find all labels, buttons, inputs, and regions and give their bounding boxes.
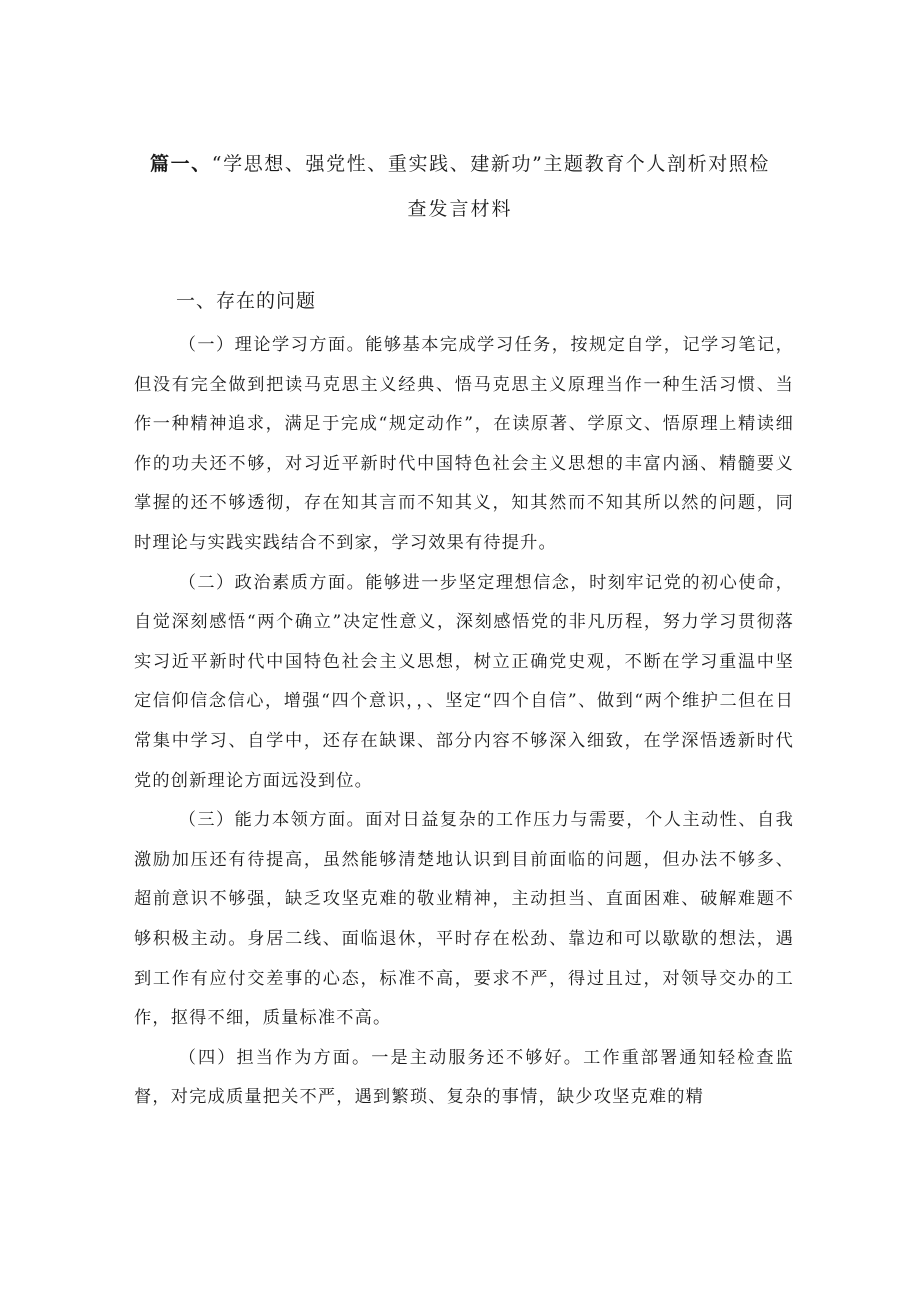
title-text: “学思想、强党性、重实践、建新功”主题教育个人剖析对照检	[211, 153, 771, 175]
paragraph-ability: （三）能力本领方面。面对日益复杂的工作压力与需要，个人主动性、自我激励加压还有待提高，虽然能够清楚地认识到目前面临的问题，但办法不够多、超前意识不够强，缺乏攻坚克难的敬业精神，主动担当、直面困难、破解难题不够积极主动。身居二线、面临退休，平时存在松劲、靠边和可以歇歇的想法，遇到工作有应付交差事的心态，标准不高，要求不严，得过且过，对领导交办的工作，抠得不细，质量标准不高。	[134, 810, 794, 1029]
paragraph-theory-study: （一）理论学习方面。能够基本完成学习任务，按规定自学，记学习笔记，但没有完全做到把读马克思主义经典、悟马克思主义原理当作一种生活习惯、当作一种精神追求，满足于完成“规定动作”，在读原著、学原文、悟原理上精读细作的功夫还不够，对习近平新时代中国特色社会主义思想的丰富内涵、精髓要义掌握的还不够透彻，存在知其言而不知其义，知其然而不知其所以然的问题，同时理论与实践实践结合不到家，学习效果有待提升。	[134, 335, 794, 553]
section-heading: 一、存在的问题	[176, 290, 317, 312]
document-title-line-2: 查发言材料	[407, 198, 513, 220]
paragraph-political-quality: （二）政治素质方面。能够进一步坚定理想信念，时刻牢记党的初心使命，自觉深刻感悟“两个确立”决定性意义，深刻感悟党的非凡历程，努力学习贯彻落实习近平新时代中国特色社会主义思想，树立正确党史观，不断在学习重温中坚定信仰信念信心，增强“四个意识，，、坚定“四个自信”、做到“两个维护二但在日常集中学习、自学中，还存在缺课、部分内容不够深入细致，在学深悟透新时代党的创新理论方面远没到位。	[134, 572, 794, 791]
title-prefix: 篇一、	[149, 153, 212, 175]
document-title-line-1	[0, 150, 920, 178]
paragraph-responsibility: （四）担当作为方面。一是主动服务还不够好。工作重部署通知轻检查监督，对完成质量把关不严，遇到繁琐、复杂的事情，缺少攻坚克难的精	[134, 1047, 794, 1108]
document-body	[134, 326, 794, 1118]
